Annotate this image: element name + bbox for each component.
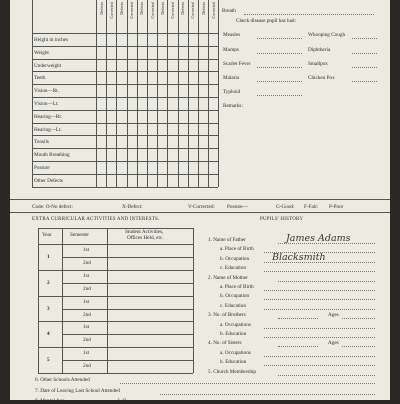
- code-legend: Code: O-No defect:: [32, 204, 73, 210]
- act-semester: 2nd: [83, 285, 91, 292]
- grid-cell[interactable]: [147, 84, 157, 97]
- act-activity-cell[interactable]: [107, 257, 193, 270]
- grid-cell[interactable]: [198, 174, 208, 187]
- grid-cell[interactable]: [188, 84, 198, 97]
- grid-cell[interactable]: [127, 46, 137, 59]
- grid-cell[interactable]: [137, 123, 147, 136]
- act-semester: 2nd: [83, 363, 91, 370]
- act-activity-cell[interactable]: [107, 283, 193, 296]
- grid-cell[interactable]: [157, 135, 167, 148]
- grid-cell[interactable]: [116, 46, 126, 59]
- grid-column-header: Corrected: [169, 2, 175, 19]
- grid-cell[interactable]: [167, 33, 177, 46]
- grid-cell[interactable]: [147, 174, 157, 187]
- history-label: b. Education: [220, 331, 247, 337]
- grid-cell[interactable]: [96, 148, 106, 161]
- grid-cell[interactable]: [96, 59, 106, 72]
- code-g: G-Good:: [276, 204, 295, 210]
- grid-cell[interactable]: [208, 148, 218, 161]
- grid-cell[interactable]: [198, 84, 208, 97]
- grid-cell[interactable]: [198, 33, 208, 46]
- other-schools-field[interactable]: [120, 383, 375, 384]
- grid-cell[interactable]: [198, 135, 208, 148]
- grid-cell[interactable]: [167, 46, 177, 59]
- grid-column-header: Defects: [118, 2, 124, 15]
- grid-cell[interactable]: [208, 123, 218, 136]
- disease-left-field[interactable]: [257, 67, 302, 68]
- grid-cell[interactable]: [188, 59, 198, 72]
- grid-cell[interactable]: [178, 59, 188, 72]
- grid-cell[interactable]: [178, 110, 188, 123]
- grid-cell[interactable]: [167, 110, 177, 123]
- disease-left-label: Mumps: [223, 47, 239, 53]
- grid-cell[interactable]: [137, 148, 147, 161]
- history-label: 1. Name of Father: [208, 237, 246, 243]
- grid-cell[interactable]: [106, 84, 116, 97]
- grid-row-label: Weight: [34, 49, 49, 56]
- disease-left-field[interactable]: [257, 81, 302, 82]
- grid-cell[interactable]: [116, 110, 126, 123]
- grid-cell[interactable]: [188, 97, 198, 110]
- grid-cell[interactable]: [147, 59, 157, 72]
- grid-cell[interactable]: [178, 135, 188, 148]
- disease-left-field[interactable]: [257, 38, 302, 39]
- disease-left-label: Scarlet Fever: [223, 61, 251, 67]
- act-semester: 1st: [83, 272, 90, 279]
- iq-label: I. Q.: [118, 398, 128, 404]
- date-leaving-field[interactable]: [160, 394, 375, 395]
- grid-col-line: [218, 0, 219, 187]
- grid-cell[interactable]: [127, 123, 137, 136]
- act-year-header: Year: [42, 232, 52, 238]
- grid-cell[interactable]: [188, 174, 198, 187]
- grid-cell[interactable]: [167, 84, 177, 97]
- grid-column-header: Corrected: [190, 2, 196, 19]
- history-label: 2. Name of Mother: [208, 274, 248, 281]
- grid-cell[interactable]: [208, 46, 218, 59]
- grid-cell[interactable]: [178, 97, 188, 110]
- grid-cell[interactable]: [147, 110, 157, 123]
- disease-left-label: Malaria: [223, 75, 240, 81]
- grid-cell[interactable]: [106, 97, 116, 110]
- history-field[interactable]: [264, 337, 375, 338]
- grid-cell[interactable]: [157, 148, 167, 161]
- grid-cell[interactable]: [127, 59, 137, 72]
- code-p: P-Poor: [329, 204, 344, 210]
- disease-right-field[interactable]: [352, 38, 377, 39]
- grid-cell[interactable]: [188, 46, 198, 59]
- breath-field[interactable]: [244, 14, 374, 15]
- grid-cell[interactable]: [106, 174, 116, 187]
- history-label: b. Occupation: [220, 293, 250, 300]
- act-semester: 1st: [83, 350, 90, 357]
- grid-cell[interactable]: [116, 71, 126, 84]
- grid-cell[interactable]: [178, 33, 188, 46]
- grid-row-label: Teeth: [34, 75, 46, 82]
- history-field[interactable]: [264, 328, 375, 329]
- grid-cell[interactable]: [167, 71, 177, 84]
- grid-cell[interactable]: [167, 148, 177, 161]
- disease-left-field[interactable]: [257, 95, 302, 96]
- grid-cell[interactable]: [208, 71, 218, 84]
- act-activity-cell[interactable]: [107, 296, 193, 309]
- grid-cell[interactable]: [198, 110, 208, 123]
- disease-right-field[interactable]: [352, 81, 377, 82]
- history-field[interactable]: [278, 318, 318, 319]
- other-schools-label: 6. Other Schools Attended: [35, 377, 90, 383]
- grid-cell[interactable]: [157, 97, 167, 110]
- disease-right-label: Whooping Cough: [308, 32, 346, 38]
- disease-right-label: Smallpox: [308, 61, 328, 67]
- grid-cell[interactable]: [127, 71, 137, 84]
- grid-column-header: Corrected: [129, 2, 135, 19]
- grid-cell[interactable]: [147, 148, 157, 161]
- grid-cell[interactable]: [188, 135, 198, 148]
- grid-cell[interactable]: [147, 161, 157, 174]
- grid-cell[interactable]: [137, 135, 147, 148]
- ages-label: Ages: [328, 312, 339, 319]
- history-field[interactable]: [264, 309, 375, 310]
- code-v: V-Corrected:: [188, 204, 215, 210]
- grid-column-header: Corrected: [149, 2, 155, 19]
- grid-column-header: Defects: [98, 2, 104, 15]
- grid-cell[interactable]: [188, 123, 198, 136]
- mental-age-label: 8. Mental Age: [35, 398, 65, 404]
- grid-cell[interactable]: [157, 123, 167, 136]
- grid-cell[interactable]: [178, 123, 188, 136]
- grid-cell[interactable]: [147, 46, 157, 59]
- grid-cell[interactable]: [157, 84, 167, 97]
- code-divider-bottom: [10, 212, 390, 213]
- grid-column-header: Defects: [200, 2, 206, 15]
- grid-cell[interactable]: [178, 71, 188, 84]
- history-label: c. Education: [220, 265, 246, 272]
- grid-cell[interactable]: [167, 161, 177, 174]
- grid-cell[interactable]: [208, 135, 218, 148]
- grid-row-label: Hearing—Rt.: [34, 113, 63, 120]
- grid-cell[interactable]: [137, 59, 147, 72]
- grid-cell[interactable]: [106, 33, 116, 46]
- grid-cell[interactable]: [96, 123, 106, 136]
- act-activity-cell[interactable]: [107, 321, 193, 334]
- grid-cell[interactable]: [96, 46, 106, 59]
- grid-cell[interactable]: [198, 123, 208, 136]
- grid-cell[interactable]: [96, 84, 106, 97]
- history-label: 3. No. of Brothers: [208, 312, 246, 319]
- grid-cell[interactable]: [137, 84, 147, 97]
- act-activity-cell[interactable]: [107, 309, 193, 322]
- grid-cell[interactable]: [137, 46, 147, 59]
- grid-cell[interactable]: [127, 84, 137, 97]
- grid-row-label: Hearing—Lt.: [34, 126, 62, 133]
- grid-cell[interactable]: [157, 161, 167, 174]
- act-semester: 2nd: [83, 337, 91, 344]
- grid-cell[interactable]: [96, 71, 106, 84]
- history-field[interactable]: [264, 356, 375, 357]
- act-col-line: [38, 228, 39, 373]
- act-year: 1: [47, 253, 50, 260]
- grid-cell[interactable]: [116, 174, 126, 187]
- history-label: a. Place of Birth: [220, 246, 254, 253]
- history-field[interactable]: [278, 346, 318, 347]
- grid-cell[interactable]: [178, 174, 188, 187]
- grid-cell[interactable]: [137, 33, 147, 46]
- grid-cell[interactable]: [178, 148, 188, 161]
- grid-cell[interactable]: [137, 110, 147, 123]
- grid-cell[interactable]: [208, 33, 218, 46]
- date-leaving-label: 7. Date of Leaving Last School Attended: [35, 388, 120, 394]
- grid-cell[interactable]: [198, 59, 208, 72]
- grid-row-line: [32, 187, 218, 188]
- history-field[interactable]: [264, 299, 375, 300]
- act-semester: 1st: [83, 247, 90, 253]
- history-handwritten-value: Blacksmith: [272, 251, 326, 263]
- grid-cell[interactable]: [127, 135, 137, 148]
- grid-cell[interactable]: [127, 161, 137, 174]
- grid-cell[interactable]: [96, 135, 106, 148]
- grid-cell[interactable]: [116, 123, 126, 136]
- grid-cell[interactable]: [157, 46, 167, 59]
- act-semester: 2nd: [83, 311, 91, 318]
- disease-left-label: Measles: [223, 32, 240, 38]
- grid-cell[interactable]: [106, 110, 116, 123]
- grid-cell[interactable]: [208, 110, 218, 123]
- grid-column-header: Defects: [159, 2, 165, 15]
- grid-cell[interactable]: [167, 59, 177, 72]
- grid-row-label: Height in inches: [34, 37, 68, 43]
- act-activity-cell[interactable]: [107, 360, 193, 373]
- grid-cell[interactable]: [208, 59, 218, 72]
- grid-cell[interactable]: [188, 71, 198, 84]
- history-field[interactable]: [264, 271, 375, 272]
- act-year: 2: [47, 279, 50, 286]
- grid-cell[interactable]: [96, 161, 106, 174]
- grid-cell[interactable]: [106, 59, 116, 72]
- grid-cell[interactable]: [188, 148, 198, 161]
- code-divider-top: [10, 199, 390, 200]
- history-label: b. Education: [220, 359, 247, 366]
- grid-cell[interactable]: [147, 33, 157, 46]
- grid-cell[interactable]: [116, 84, 126, 97]
- grid-cell[interactable]: [106, 71, 116, 84]
- ages-label: Ages: [328, 340, 339, 347]
- grid-cell[interactable]: [137, 97, 147, 110]
- history-label: 4. No. of Sisters: [208, 340, 242, 347]
- grid-cell[interactable]: [116, 33, 126, 46]
- extra-curricular-heading: EXTRA CURRICULAR ACTIVITIES AND INTERESTS.: [32, 217, 160, 222]
- history-label: a. Occupations: [220, 349, 251, 356]
- grid-cell[interactable]: [127, 174, 137, 187]
- grid-cell[interactable]: [137, 161, 147, 174]
- grid-cell[interactable]: [116, 135, 126, 148]
- code-f: F-Fair:: [304, 204, 319, 210]
- grid-cell[interactable]: [106, 123, 116, 136]
- disease-left-field[interactable]: [257, 53, 302, 54]
- grid-cell[interactable]: [127, 110, 137, 123]
- history-label: b. Occupation: [220, 255, 250, 262]
- history-field[interactable]: [264, 290, 375, 291]
- grid-cell[interactable]: [137, 71, 147, 84]
- grid-cell[interactable]: [147, 71, 157, 84]
- grid-cell[interactable]: [147, 97, 157, 110]
- act-col-line: [62, 228, 63, 373]
- act-year: 4: [47, 331, 50, 338]
- code-x: X-Defect:: [122, 204, 143, 210]
- grid-cell[interactable]: [116, 97, 126, 110]
- act-semester: 1st: [83, 298, 90, 305]
- grid-cell[interactable]: [188, 161, 198, 174]
- history-field[interactable]: [264, 365, 375, 366]
- breath-label: Breath: [222, 8, 236, 14]
- grid-row-label: Tonsils: [34, 139, 49, 146]
- grid-cell[interactable]: [147, 123, 157, 136]
- grid-cell[interactable]: [106, 148, 116, 161]
- grid-cell[interactable]: [157, 59, 167, 72]
- act-col-line: [193, 228, 194, 373]
- disease-left-label: Typhoid: [223, 89, 241, 95]
- grid-row-label: Underweight: [34, 62, 62, 69]
- grid-cell[interactable]: [137, 174, 147, 187]
- grid-cell[interactable]: [147, 135, 157, 148]
- check-disease-label: Check disease pupil has had:: [236, 18, 296, 24]
- grid-cell[interactable]: [157, 71, 167, 84]
- grid-cell[interactable]: [178, 161, 188, 174]
- grid-cell[interactable]: [198, 46, 208, 59]
- act-semester: 2nd: [83, 259, 91, 266]
- act-student-header: Student Activities,: [125, 229, 164, 235]
- grid-cell[interactable]: [167, 97, 177, 110]
- act-row-line: [38, 373, 193, 374]
- act-semester: 1st: [83, 324, 90, 331]
- disease-left-label: Remarks:: [223, 103, 243, 109]
- act-activity-cell[interactable]: [107, 270, 193, 283]
- grid-cell[interactable]: [127, 97, 137, 110]
- disease-right-label: Diphtheria: [308, 47, 331, 53]
- act-activity-cell[interactable]: [107, 347, 193, 360]
- history-label: c. Education: [220, 302, 246, 309]
- grid-left-line: [32, 0, 33, 187]
- act-activity-cell[interactable]: [107, 244, 193, 257]
- grid-cell[interactable]: [208, 161, 218, 174]
- grid-cell[interactable]: [178, 46, 188, 59]
- grid-cell[interactable]: [188, 33, 198, 46]
- grid-cell[interactable]: [208, 84, 218, 97]
- grid-cell[interactable]: [167, 135, 177, 148]
- grid-cell[interactable]: [96, 97, 106, 110]
- grid-cell[interactable]: [106, 161, 116, 174]
- grid-cell[interactable]: [116, 59, 126, 72]
- act-activity-cell[interactable]: [107, 334, 193, 347]
- grid-cell[interactable]: [208, 174, 218, 187]
- grid-cell[interactable]: [96, 110, 106, 123]
- ages-field[interactable]: [342, 318, 375, 319]
- history-field[interactable]: [278, 281, 375, 282]
- grid-cell[interactable]: [116, 148, 126, 161]
- grid-cell[interactable]: [208, 97, 218, 110]
- grid-cell[interactable]: [188, 110, 198, 123]
- grid-cell[interactable]: [157, 174, 167, 187]
- grid-cell[interactable]: [157, 33, 167, 46]
- history-handwritten-value: James Adams: [286, 233, 351, 244]
- record-card: [10, 0, 390, 404]
- grid-cell[interactable]: [106, 135, 116, 148]
- grid-column-header: Defects: [139, 2, 145, 15]
- history-label: a. Occupations: [220, 321, 251, 328]
- grid-row-label: Vision—Lt.: [34, 101, 59, 107]
- grid-row-label: Mouth Breathing: [34, 152, 70, 159]
- grid-cell[interactable]: [198, 148, 208, 161]
- history-label: a. Place of Birth: [220, 284, 254, 290]
- grid-cell[interactable]: [198, 97, 208, 110]
- grid-column-header: Corrected: [210, 2, 216, 19]
- grid-row-label: Vision—Rt.: [34, 88, 59, 95]
- grid-cell[interactable]: [96, 33, 106, 46]
- grid-column-header: Corrected: [108, 2, 114, 19]
- code-posture: Posture—: [227, 204, 248, 210]
- disease-right-field[interactable]: [352, 67, 377, 68]
- act-year: 3: [47, 305, 50, 312]
- grid-cell[interactable]: [157, 110, 167, 123]
- act-year: 5: [47, 357, 50, 364]
- disease-right-label: Chicken Pox: [308, 75, 335, 81]
- grid-cell[interactable]: [106, 46, 116, 59]
- grid-row-label: Posture: [34, 165, 50, 171]
- act-offices-header: Offices Held, etc.: [127, 235, 164, 241]
- grid-row-label: Other Defects: [34, 177, 63, 184]
- grid-cell[interactable]: [167, 174, 177, 187]
- grid-cell[interactable]: [116, 161, 126, 174]
- grid-column-header: Defects: [180, 2, 186, 15]
- act-semester-header: Semester: [70, 232, 90, 238]
- grid-cell[interactable]: [167, 123, 177, 136]
- grid-cell[interactable]: [198, 71, 208, 84]
- grid-cell[interactable]: [198, 161, 208, 174]
- pupils-history-heading: PUPILS' HISTORY: [260, 217, 304, 222]
- grid-cell[interactable]: [127, 148, 137, 161]
- ages-field[interactable]: [342, 346, 375, 347]
- grid-cell[interactable]: [178, 84, 188, 97]
- disease-right-field[interactable]: [352, 53, 377, 54]
- grid-cell[interactable]: [127, 33, 137, 46]
- grid-cell[interactable]: [96, 174, 106, 187]
- history-label: 5. Church Membership: [208, 368, 256, 375]
- history-field[interactable]: [278, 375, 375, 376]
